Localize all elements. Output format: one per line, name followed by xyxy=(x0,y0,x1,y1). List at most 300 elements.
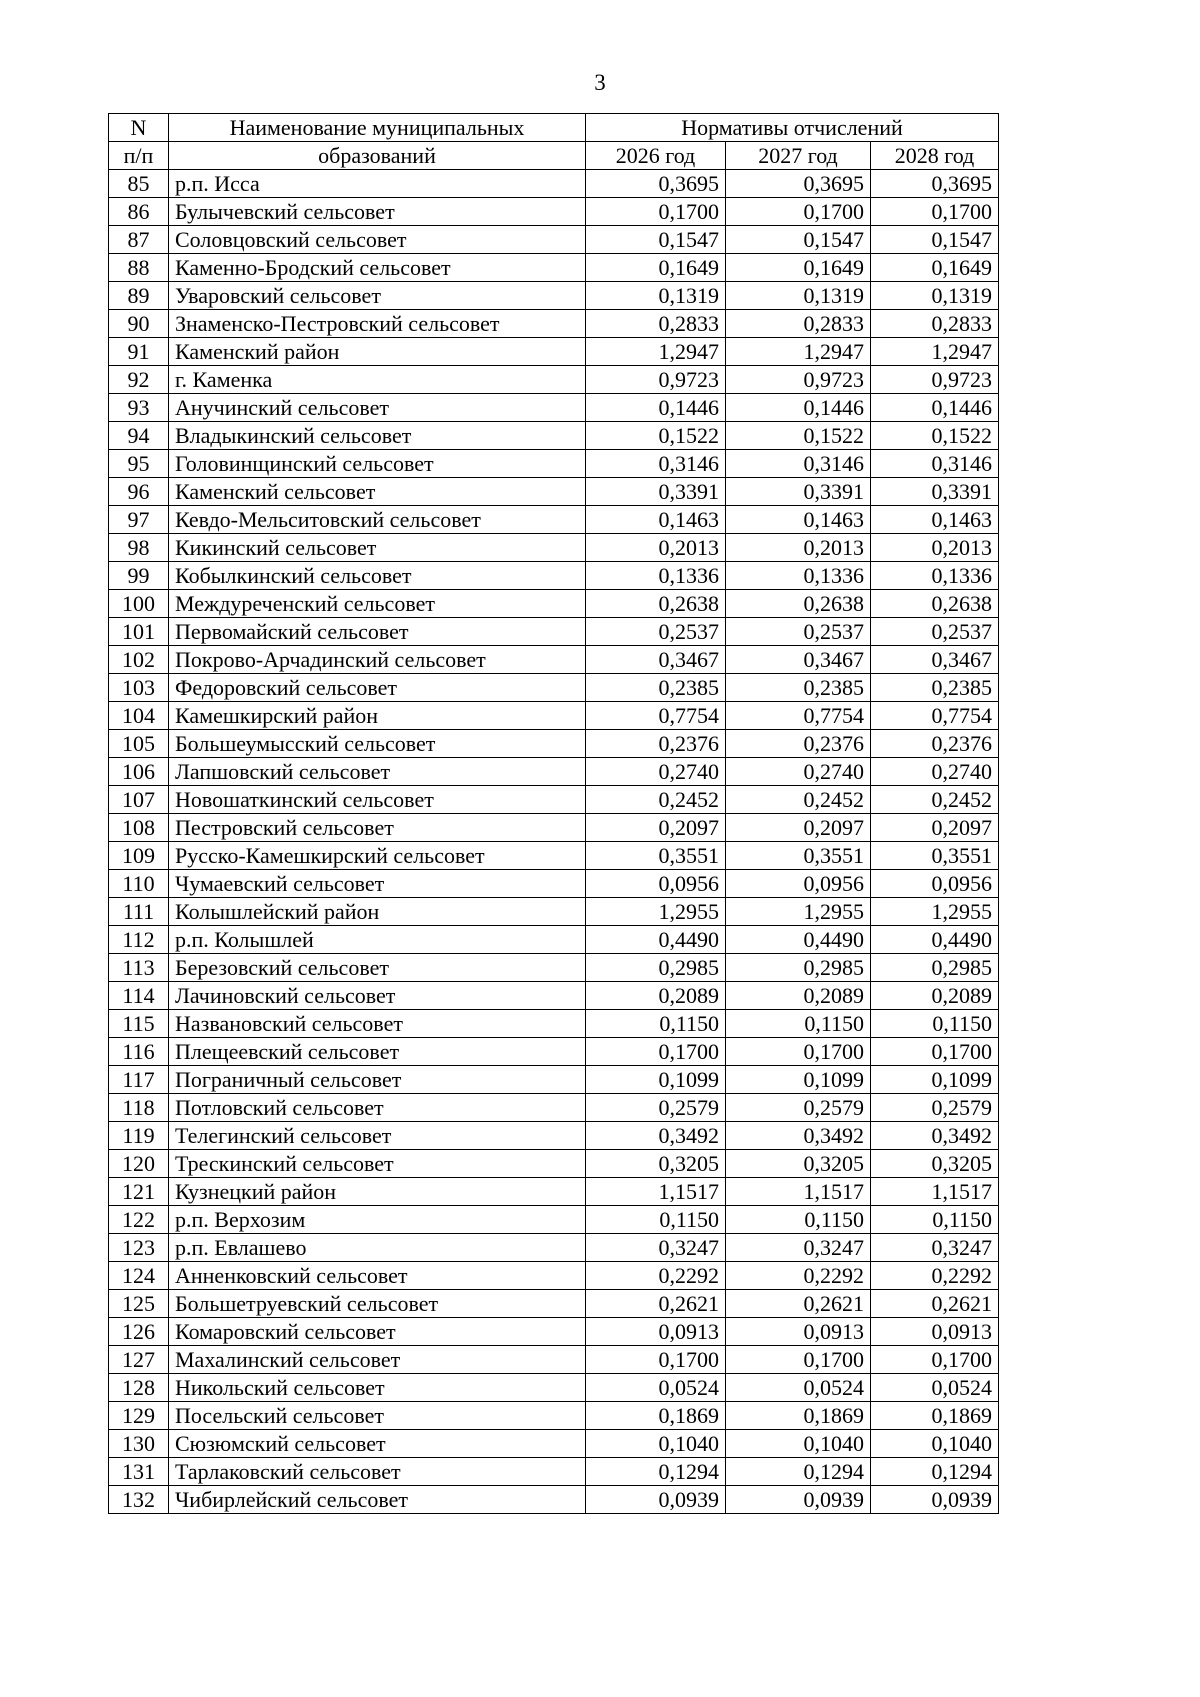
norm-2027-cell: 0,0524 xyxy=(726,1374,871,1402)
norm-2026-cell: 0,1700 xyxy=(586,198,726,226)
municipality-name-cell: Каменский сельсовет xyxy=(169,478,586,506)
table-row xyxy=(109,1150,999,1178)
municipality-name-cell: Междуреченский сельсовет xyxy=(169,590,586,618)
norm-2028-cell: 0,7754 xyxy=(871,702,999,730)
norm-2026-cell: 0,2385 xyxy=(586,674,726,702)
row-number-cell: 99 xyxy=(109,562,169,590)
norm-2027-cell: 0,1150 xyxy=(726,1010,871,1038)
row-number-cell: 96 xyxy=(109,478,169,506)
norm-2026-cell: 0,2985 xyxy=(586,954,726,982)
norm-2028-cell: 0,2833 xyxy=(871,310,999,338)
norm-2028-cell: 0,2638 xyxy=(871,590,999,618)
table-row xyxy=(109,758,999,786)
row-number-cell: 105 xyxy=(109,730,169,758)
municipality-name-cell: Лачиновский сельсовет xyxy=(169,982,586,1010)
norm-2028-cell: 1,1517 xyxy=(871,1178,999,1206)
row-number-cell: 86 xyxy=(109,198,169,226)
norm-2026-cell: 0,1294 xyxy=(586,1458,726,1486)
header-norms-group: Нормативы отчислений xyxy=(586,114,999,142)
norm-2026-cell: 0,1649 xyxy=(586,254,726,282)
norm-2026-cell: 0,1869 xyxy=(586,1402,726,1430)
norm-2028-cell: 0,3551 xyxy=(871,842,999,870)
municipality-name-cell: р.п. Колышлей xyxy=(169,926,586,954)
row-number-cell: 101 xyxy=(109,618,169,646)
norm-2026-cell: 0,3146 xyxy=(586,450,726,478)
municipality-name-cell: Пограничный сельсовет xyxy=(169,1066,586,1094)
norm-2028-cell: 0,1522 xyxy=(871,422,999,450)
municipality-name-cell: Посельский сельсовет xyxy=(169,1402,586,1430)
municipality-name-cell: Махалинский сельсовет xyxy=(169,1346,586,1374)
norm-2028-cell: 0,1099 xyxy=(871,1066,999,1094)
norm-2026-cell: 0,1700 xyxy=(586,1038,726,1066)
norm-2028-cell: 0,2537 xyxy=(871,618,999,646)
norm-2026-cell: 0,9723 xyxy=(586,366,726,394)
row-number-cell: 122 xyxy=(109,1206,169,1234)
norm-2026-cell: 0,2537 xyxy=(586,618,726,646)
table-row xyxy=(109,366,999,394)
norm-2027-cell: 0,2740 xyxy=(726,758,871,786)
norm-2027-cell: 0,1547 xyxy=(726,226,871,254)
norm-2028-cell: 0,0939 xyxy=(871,1486,999,1514)
table-row xyxy=(109,1066,999,1094)
norm-2028-cell: 0,2292 xyxy=(871,1262,999,1290)
table-row xyxy=(109,1094,999,1122)
municipality-name-cell: Анучинский сельсовет xyxy=(169,394,586,422)
municipality-name-cell: Каменский район xyxy=(169,338,586,366)
row-number-cell: 121 xyxy=(109,1178,169,1206)
norm-2027-cell: 0,0939 xyxy=(726,1486,871,1514)
norm-2026-cell: 0,2376 xyxy=(586,730,726,758)
norm-2027-cell: 0,0913 xyxy=(726,1318,871,1346)
municipality-name-cell: Головинщинский сельсовет xyxy=(169,450,586,478)
row-number-cell: 116 xyxy=(109,1038,169,1066)
norm-2028-cell: 0,0524 xyxy=(871,1374,999,1402)
row-number-cell: 97 xyxy=(109,506,169,534)
municipality-name-cell: Булычевский сельсовет xyxy=(169,198,586,226)
norm-2027-cell: 0,3205 xyxy=(726,1150,871,1178)
header-year-2028: 2028 год xyxy=(871,142,999,170)
row-number-cell: 130 xyxy=(109,1430,169,1458)
norm-2028-cell: 0,1869 xyxy=(871,1402,999,1430)
norm-2027-cell: 0,4490 xyxy=(726,926,871,954)
header-year-2027: 2027 год xyxy=(726,142,871,170)
table-row xyxy=(109,1262,999,1290)
row-number-cell: 87 xyxy=(109,226,169,254)
norm-2026-cell: 0,0913 xyxy=(586,1318,726,1346)
header-year-2026: 2026 год xyxy=(586,142,726,170)
norm-2027-cell: 0,0956 xyxy=(726,870,871,898)
norm-2027-cell: 0,2638 xyxy=(726,590,871,618)
table-row xyxy=(109,590,999,618)
table-row xyxy=(109,1122,999,1150)
municipality-name-cell: Тарлаковский сельсовет xyxy=(169,1458,586,1486)
row-number-cell: 132 xyxy=(109,1486,169,1514)
norm-2028-cell: 0,1150 xyxy=(871,1010,999,1038)
row-number-cell: 115 xyxy=(109,1010,169,1038)
norm-2027-cell: 0,1446 xyxy=(726,394,871,422)
row-number-cell: 110 xyxy=(109,870,169,898)
municipality-name-cell: Трескинский сельсовет xyxy=(169,1150,586,1178)
row-number-cell: 114 xyxy=(109,982,169,1010)
norm-2027-cell: 0,1319 xyxy=(726,282,871,310)
table-row xyxy=(109,422,999,450)
norm-2028-cell: 0,1040 xyxy=(871,1430,999,1458)
norm-2026-cell: 0,0956 xyxy=(586,870,726,898)
row-number-cell: 108 xyxy=(109,814,169,842)
municipality-name-cell: Владыкинский сельсовет xyxy=(169,422,586,450)
norm-2027-cell: 0,2985 xyxy=(726,954,871,982)
municipality-name-cell: Уваровский сельсовет xyxy=(169,282,586,310)
norm-2027-cell: 0,3695 xyxy=(726,170,871,198)
table-row xyxy=(109,1430,999,1458)
table-row xyxy=(109,198,999,226)
municipality-name-cell: Чибирлейский сельсовет xyxy=(169,1486,586,1514)
row-number-cell: 106 xyxy=(109,758,169,786)
row-number-cell: 131 xyxy=(109,1458,169,1486)
norm-2026-cell: 0,0939 xyxy=(586,1486,726,1514)
row-number-cell: 123 xyxy=(109,1234,169,1262)
municipality-name-cell: Чумаевский сельсовет xyxy=(169,870,586,898)
table-row xyxy=(109,1458,999,1486)
table-row xyxy=(109,1234,999,1262)
table-row xyxy=(109,786,999,814)
table-row xyxy=(109,898,999,926)
norm-2028-cell: 0,1150 xyxy=(871,1206,999,1234)
row-number-cell: 117 xyxy=(109,1066,169,1094)
norm-2026-cell: 0,2740 xyxy=(586,758,726,786)
norm-2027-cell: 0,7754 xyxy=(726,702,871,730)
norm-2028-cell: 0,2013 xyxy=(871,534,999,562)
row-number-cell: 103 xyxy=(109,674,169,702)
table-row xyxy=(109,1010,999,1038)
norm-2026-cell: 0,2097 xyxy=(586,814,726,842)
table-row xyxy=(109,226,999,254)
norm-2026-cell: 0,1700 xyxy=(586,1346,726,1374)
municipality-name-cell: Никольский сельсовет xyxy=(169,1374,586,1402)
norm-2027-cell: 0,2013 xyxy=(726,534,871,562)
norm-2026-cell: 0,4490 xyxy=(586,926,726,954)
norm-2026-cell: 0,3205 xyxy=(586,1150,726,1178)
norm-2027-cell: 0,2097 xyxy=(726,814,871,842)
norm-2026-cell: 0,1319 xyxy=(586,282,726,310)
norm-2026-cell: 0,3247 xyxy=(586,1234,726,1262)
row-number-cell: 89 xyxy=(109,282,169,310)
header-name-line1: Наименование муниципальных xyxy=(169,114,586,142)
table-row xyxy=(109,1346,999,1374)
municipality-name-cell: Соловцовский сельсовет xyxy=(169,226,586,254)
norm-2027-cell: 0,3551 xyxy=(726,842,871,870)
norm-2027-cell: 0,1463 xyxy=(726,506,871,534)
norm-2027-cell: 0,1700 xyxy=(726,1346,871,1374)
table-row xyxy=(109,1374,999,1402)
norm-2028-cell: 0,3467 xyxy=(871,646,999,674)
norm-2027-cell: 0,2579 xyxy=(726,1094,871,1122)
norm-2028-cell: 0,0913 xyxy=(871,1318,999,1346)
row-number-cell: 93 xyxy=(109,394,169,422)
norm-2027-cell: 0,2089 xyxy=(726,982,871,1010)
row-number-cell: 100 xyxy=(109,590,169,618)
municipality-name-cell: Камешкирский район xyxy=(169,702,586,730)
row-number-cell: 95 xyxy=(109,450,169,478)
norm-2027-cell: 0,2376 xyxy=(726,730,871,758)
row-number-cell: 118 xyxy=(109,1094,169,1122)
norm-2028-cell: 0,1294 xyxy=(871,1458,999,1486)
norm-2028-cell: 0,1547 xyxy=(871,226,999,254)
table-body xyxy=(109,170,999,1514)
municipality-name-cell: Большеумысский сельсовет xyxy=(169,730,586,758)
municipality-name-cell: Каменно-Бродский сельсовет xyxy=(169,254,586,282)
norm-2026-cell: 0,1040 xyxy=(586,1430,726,1458)
row-number-cell: 90 xyxy=(109,310,169,338)
row-number-cell: 91 xyxy=(109,338,169,366)
norm-2028-cell: 0,9723 xyxy=(871,366,999,394)
norm-2027-cell: 0,2833 xyxy=(726,310,871,338)
municipality-name-cell: р.п. Исса xyxy=(169,170,586,198)
municipality-name-cell: Названовский сельсовет xyxy=(169,1010,586,1038)
table-row xyxy=(109,1206,999,1234)
norm-2027-cell: 0,1522 xyxy=(726,422,871,450)
norm-2027-cell: 0,9723 xyxy=(726,366,871,394)
norm-2027-cell: 0,3391 xyxy=(726,478,871,506)
norm-2028-cell: 0,2376 xyxy=(871,730,999,758)
norm-2027-cell: 0,1700 xyxy=(726,1038,871,1066)
norm-2026-cell: 0,1099 xyxy=(586,1066,726,1094)
table-row xyxy=(109,926,999,954)
municipality-name-cell: Сюзюмский сельсовет xyxy=(169,1430,586,1458)
norm-2028-cell: 0,3146 xyxy=(871,450,999,478)
norm-2027-cell: 0,1294 xyxy=(726,1458,871,1486)
norm-2027-cell: 0,1649 xyxy=(726,254,871,282)
header-name-line2: образований xyxy=(169,142,586,170)
table-row xyxy=(109,1290,999,1318)
norm-2028-cell: 0,2097 xyxy=(871,814,999,842)
table-row xyxy=(109,954,999,982)
row-number-cell: 112 xyxy=(109,926,169,954)
norm-2028-cell: 0,3247 xyxy=(871,1234,999,1262)
row-number-cell: 129 xyxy=(109,1402,169,1430)
row-number-cell: 98 xyxy=(109,534,169,562)
norm-2028-cell: 0,1319 xyxy=(871,282,999,310)
row-number-cell: 125 xyxy=(109,1290,169,1318)
norm-2026-cell: 0,2579 xyxy=(586,1094,726,1122)
norm-2028-cell: 0,2385 xyxy=(871,674,999,702)
table-row xyxy=(109,1178,999,1206)
norm-2026-cell: 0,1522 xyxy=(586,422,726,450)
table-row xyxy=(109,478,999,506)
row-number-cell: 124 xyxy=(109,1262,169,1290)
norm-2027-cell: 0,2621 xyxy=(726,1290,871,1318)
row-number-cell: 113 xyxy=(109,954,169,982)
municipality-name-cell: Кузнецкий район xyxy=(169,1178,586,1206)
norm-2026-cell: 0,3551 xyxy=(586,842,726,870)
norm-2026-cell: 0,2089 xyxy=(586,982,726,1010)
table-row xyxy=(109,310,999,338)
norm-2028-cell: 0,4490 xyxy=(871,926,999,954)
norm-2027-cell: 1,2947 xyxy=(726,338,871,366)
row-number-cell: 94 xyxy=(109,422,169,450)
norm-2027-cell: 1,2955 xyxy=(726,898,871,926)
norm-2028-cell: 1,2947 xyxy=(871,338,999,366)
municipality-name-cell: Знаменско-Пестровский сельсовет xyxy=(169,310,586,338)
norm-2027-cell: 0,2292 xyxy=(726,1262,871,1290)
norm-2026-cell: 0,2833 xyxy=(586,310,726,338)
norm-2028-cell: 0,3695 xyxy=(871,170,999,198)
page-number: 3 xyxy=(594,70,606,95)
table-row xyxy=(109,450,999,478)
municipality-name-cell: Кевдо-Мельситовский сельсовет xyxy=(169,506,586,534)
norm-2026-cell: 0,2452 xyxy=(586,786,726,814)
municipality-name-cell: Потловский сельсовет xyxy=(169,1094,586,1122)
row-number-cell: 102 xyxy=(109,646,169,674)
table-row xyxy=(109,394,999,422)
row-number-cell: 127 xyxy=(109,1346,169,1374)
norm-2026-cell: 0,3391 xyxy=(586,478,726,506)
norm-2028-cell: 0,3205 xyxy=(871,1150,999,1178)
norm-2026-cell: 0,1336 xyxy=(586,562,726,590)
norm-2028-cell: 0,1446 xyxy=(871,394,999,422)
norm-2027-cell: 0,1040 xyxy=(726,1430,871,1458)
norm-2027-cell: 1,1517 xyxy=(726,1178,871,1206)
municipality-name-cell: Кикинский сельсовет xyxy=(169,534,586,562)
row-number-cell: 104 xyxy=(109,702,169,730)
header-num-line2: п/п xyxy=(109,142,169,170)
table-row xyxy=(109,730,999,758)
table-row xyxy=(109,506,999,534)
norm-2028-cell: 0,2621 xyxy=(871,1290,999,1318)
deduction-norms-table xyxy=(108,113,999,1514)
table-row xyxy=(109,254,999,282)
municipality-name-cell: Пестровский сельсовет xyxy=(169,814,586,842)
table-row xyxy=(109,1402,999,1430)
table-row xyxy=(109,702,999,730)
norm-2028-cell: 0,1649 xyxy=(871,254,999,282)
norm-2028-cell: 0,2579 xyxy=(871,1094,999,1122)
norm-2026-cell: 0,7754 xyxy=(586,702,726,730)
norm-2028-cell: 0,1700 xyxy=(871,1038,999,1066)
norm-2027-cell: 0,2385 xyxy=(726,674,871,702)
row-number-cell: 88 xyxy=(109,254,169,282)
norm-2027-cell: 0,1099 xyxy=(726,1066,871,1094)
norm-2027-cell: 0,1700 xyxy=(726,198,871,226)
norm-2026-cell: 1,2947 xyxy=(586,338,726,366)
norm-2027-cell: 0,1150 xyxy=(726,1206,871,1234)
table-header xyxy=(109,114,999,170)
norm-2026-cell: 0,1150 xyxy=(586,1010,726,1038)
municipality-name-cell: Телегинский сельсовет xyxy=(169,1122,586,1150)
norm-2028-cell: 1,2955 xyxy=(871,898,999,926)
municipality-name-cell: Большетруевский сельсовет xyxy=(169,1290,586,1318)
norm-2026-cell: 0,1463 xyxy=(586,506,726,534)
municipality-name-cell: Русско-Камешкирский сельсовет xyxy=(169,842,586,870)
norm-2026-cell: 0,3695 xyxy=(586,170,726,198)
norm-2028-cell: 0,1700 xyxy=(871,198,999,226)
table-row xyxy=(109,982,999,1010)
norm-2026-cell: 0,0524 xyxy=(586,1374,726,1402)
municipality-name-cell: Первомайский сельсовет xyxy=(169,618,586,646)
norm-2026-cell: 0,3492 xyxy=(586,1122,726,1150)
norm-2027-cell: 0,3146 xyxy=(726,450,871,478)
norm-2026-cell: 0,2013 xyxy=(586,534,726,562)
municipality-name-cell: Колышлейский район xyxy=(169,898,586,926)
norm-2028-cell: 0,0956 xyxy=(871,870,999,898)
municipality-name-cell: Комаровский сельсовет xyxy=(169,1318,586,1346)
norm-2028-cell: 0,3391 xyxy=(871,478,999,506)
table-row xyxy=(109,338,999,366)
norm-2028-cell: 0,2985 xyxy=(871,954,999,982)
row-number-cell: 126 xyxy=(109,1318,169,1346)
norm-2026-cell: 0,1150 xyxy=(586,1206,726,1234)
table-row xyxy=(109,1038,999,1066)
table-row xyxy=(109,870,999,898)
norm-2026-cell: 0,1547 xyxy=(586,226,726,254)
norm-2028-cell: 0,1700 xyxy=(871,1346,999,1374)
municipality-name-cell: Кобылкинский сельсовет xyxy=(169,562,586,590)
row-number-cell: 128 xyxy=(109,1374,169,1402)
row-number-cell: 119 xyxy=(109,1122,169,1150)
table-row xyxy=(109,534,999,562)
municipality-name-cell: Федоровский сельсовет xyxy=(169,674,586,702)
municipality-name-cell: Березовский сельсовет xyxy=(169,954,586,982)
norm-2026-cell: 0,2621 xyxy=(586,1290,726,1318)
row-number-cell: 120 xyxy=(109,1150,169,1178)
table-row xyxy=(109,674,999,702)
norm-2027-cell: 0,1869 xyxy=(726,1402,871,1430)
table-row xyxy=(109,1486,999,1514)
norm-2028-cell: 0,2089 xyxy=(871,982,999,1010)
table-row xyxy=(109,646,999,674)
table-row xyxy=(109,842,999,870)
table-row xyxy=(109,282,999,310)
municipality-name-cell: Лапшовский сельсовет xyxy=(169,758,586,786)
municipality-name-cell: Анненковский сельсовет xyxy=(169,1262,586,1290)
norm-2026-cell: 1,2955 xyxy=(586,898,726,926)
norm-2028-cell: 0,1336 xyxy=(871,562,999,590)
municipality-name-cell: Плещеевский сельсовет xyxy=(169,1038,586,1066)
row-number-cell: 85 xyxy=(109,170,169,198)
table-row xyxy=(109,618,999,646)
table-row xyxy=(109,1318,999,1346)
norm-2027-cell: 0,2537 xyxy=(726,618,871,646)
norm-2027-cell: 0,3492 xyxy=(726,1122,871,1150)
norm-2026-cell: 0,2292 xyxy=(586,1262,726,1290)
norm-2027-cell: 0,3467 xyxy=(726,646,871,674)
norm-2027-cell: 0,1336 xyxy=(726,562,871,590)
norm-2026-cell: 0,3467 xyxy=(586,646,726,674)
row-number-cell: 111 xyxy=(109,898,169,926)
municipality-name-cell: Покрово-Арчадинский сельсовет xyxy=(169,646,586,674)
table-row xyxy=(109,170,999,198)
table-row xyxy=(109,814,999,842)
norm-2026-cell: 1,1517 xyxy=(586,1178,726,1206)
norm-2028-cell: 0,1463 xyxy=(871,506,999,534)
municipality-name-cell: Новошаткинский сельсовет xyxy=(169,786,586,814)
municipality-name-cell: р.п. Верхозим xyxy=(169,1206,586,1234)
header-num-line1: N xyxy=(109,114,169,142)
table-row xyxy=(109,562,999,590)
row-number-cell: 107 xyxy=(109,786,169,814)
norm-2026-cell: 0,1446 xyxy=(586,394,726,422)
row-number-cell: 109 xyxy=(109,842,169,870)
norm-2026-cell: 0,2638 xyxy=(586,590,726,618)
norm-2028-cell: 0,3492 xyxy=(871,1122,999,1150)
norm-2028-cell: 0,2452 xyxy=(871,786,999,814)
norm-2027-cell: 0,3247 xyxy=(726,1234,871,1262)
municipality-name-cell: г. Каменка xyxy=(169,366,586,394)
norm-2027-cell: 0,2452 xyxy=(726,786,871,814)
row-number-cell: 92 xyxy=(109,366,169,394)
municipality-name-cell: р.п. Евлашево xyxy=(169,1234,586,1262)
norm-2028-cell: 0,2740 xyxy=(871,758,999,786)
